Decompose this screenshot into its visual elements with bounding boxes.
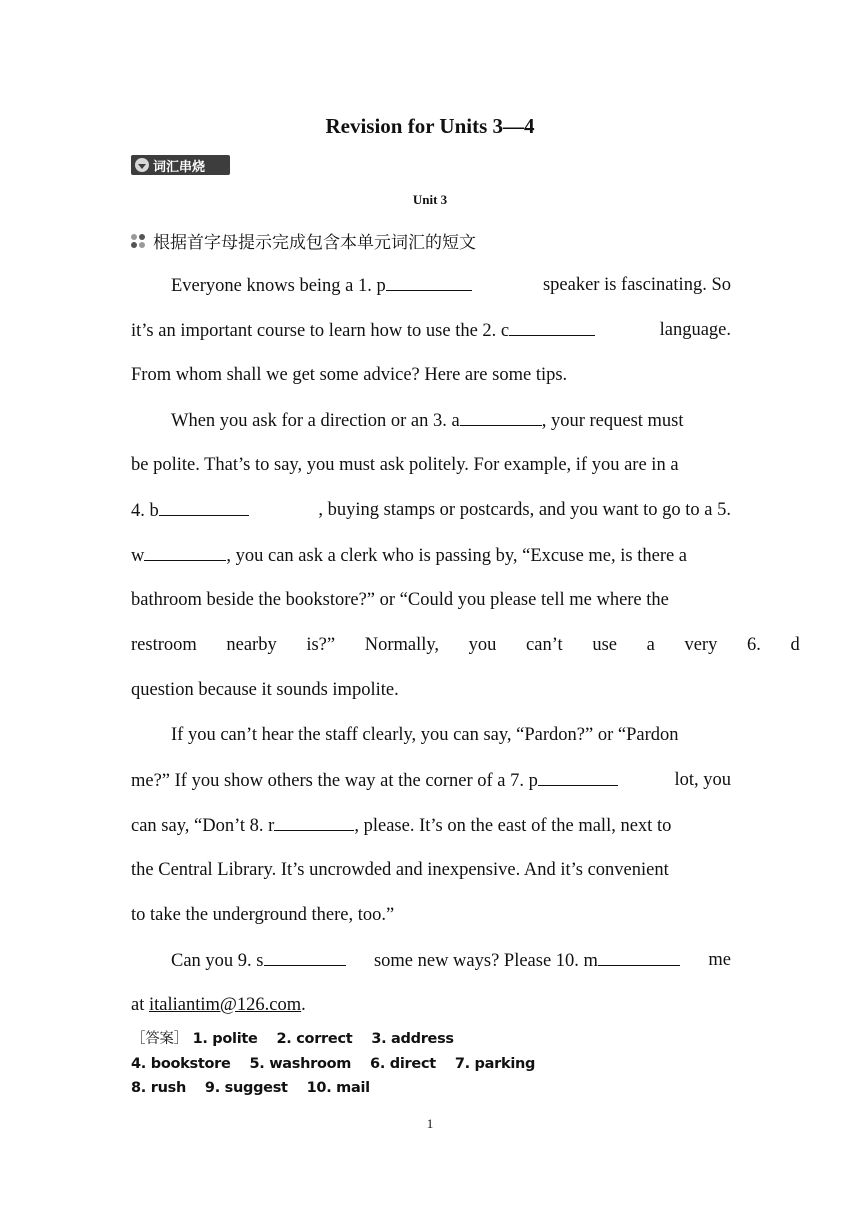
page-title: Revision for Units 3—4 (325, 114, 535, 138)
section-badge-label: 词汇串烧 (153, 159, 206, 175)
passage-line: at italiantim@126.com. (131, 995, 306, 1015)
passage-line: w , you can ask a clerk who is passing by, “Excuse me, is there a (131, 543, 731, 568)
passage-line: can say, “Don’t 8. r , please. It’s on the east of the mall, next to (131, 813, 731, 838)
blank-8[interactable] (274, 813, 354, 831)
answer-line: ［答案］ 1. polite 2. correct 3. address (131, 1031, 454, 1047)
bullet-icon (131, 234, 145, 248)
page-number: 1 (426, 1116, 434, 1131)
section-badge (131, 155, 230, 175)
blank-5[interactable] (144, 543, 226, 561)
passage-line: bathroom beside the bookstore?” or “Could you please tell me where the (131, 590, 669, 610)
passage-line: When you ask for a direction or an 3. a , your request must (171, 408, 731, 433)
instruction (131, 228, 476, 253)
answer-line: 8. rush 9. suggest 10. mail (131, 1080, 370, 1096)
instruction-text: 根据首字母提示完成包含本单元词汇的短文 (153, 233, 476, 253)
blank-4[interactable] (159, 498, 249, 516)
passage-line: the Central Library. It’s uncrowded and inexpensive. And it’s convenient (131, 860, 669, 880)
unit-heading: Unit 3 (412, 192, 448, 207)
passage-line: me?” If you show others the way at the corner of a 7. p lot, you (131, 770, 731, 791)
blank-3[interactable] (460, 408, 542, 426)
email-link[interactable]: italiantim@126.com (148, 995, 302, 1015)
answer-label: ［答案］ (131, 1031, 188, 1047)
chevron-down-icon (135, 158, 149, 172)
blank-9[interactable] (264, 948, 346, 966)
answer-line: 4. bookstore 5. washroom 6. direct 7. parking (131, 1056, 536, 1072)
passage-line: be polite. That’s to say, you must ask politely. For example, if you are in a (131, 455, 679, 475)
blank-2[interactable] (509, 318, 595, 336)
passage-line: Everyone knows being a 1. p speaker is fascinating. So (171, 275, 731, 296)
blank-1[interactable] (386, 273, 472, 291)
passage-line: 4. b , buying stamps or postcards, and you want to go to a 5. (131, 500, 731, 521)
blank-10[interactable] (598, 948, 680, 966)
blank-7[interactable] (538, 768, 618, 786)
passage-line: If you can’t hear the staff clearly, you can say, “Pardon?” or “Pardon (171, 725, 679, 745)
passage-line: it’s an important course to learn how to use the 2. c language. (131, 320, 731, 341)
passage-line: question because it sounds impolite. (131, 680, 399, 700)
passage-line: to take the underground there, too.” (131, 905, 395, 925)
passage-line: restroom nearby is?” Normally, you can’t use a very 6. d (131, 635, 800, 655)
passage-line: From whom shall we get some advice? Here are some tips. (131, 365, 568, 385)
passage-line: Can you 9. s some new ways? Please 10. m me (171, 950, 731, 971)
